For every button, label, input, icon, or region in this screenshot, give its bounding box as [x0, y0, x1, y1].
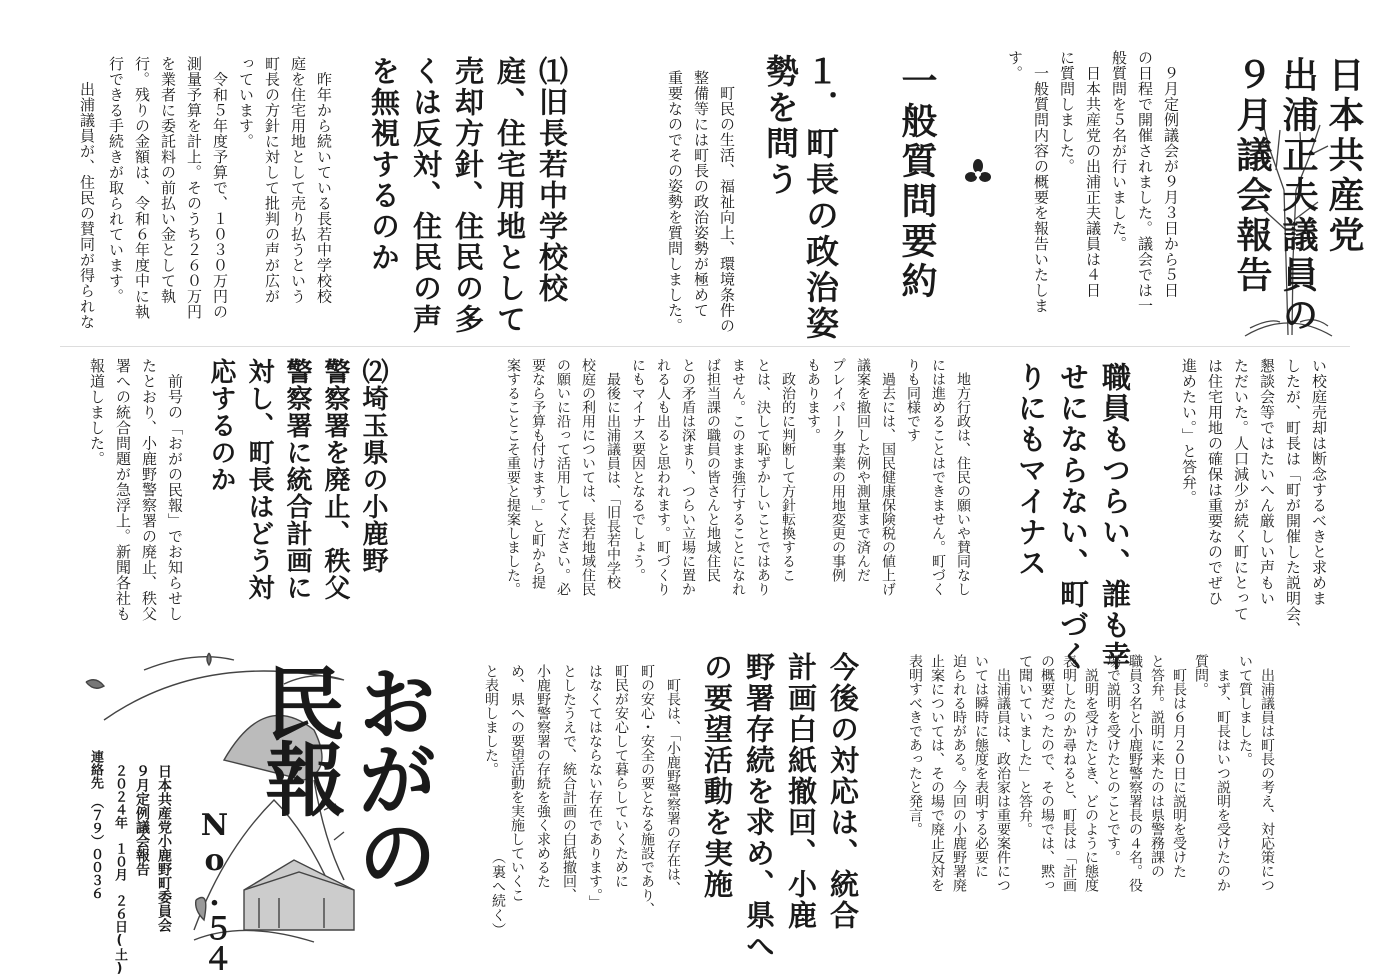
- section1-title: １．町長の政治姿 勢を問う: [761, 54, 840, 342]
- future-title: 今後の対応は、統合 計画白紙撤回、小鹿 野署存続を求め、県へ の要望活動を実施: [700, 652, 860, 962]
- future-body: 町長は、「小鹿野警察署の存在は、 町の安心・安全の要となる施設であり、 町民が安心して暮らしていくために はなくてはならない存在であります。」 としたうえで、統合計画の白紙撤回、 小鹿野警察署の存続を強く求めるた め、県への要望活動を実施していくこ と表明しました。: [483, 664, 681, 916]
- q1-body: 昨年から続いている長若中学校校 庭を住宅用地として売り払うという 町長の方針に対して批判の声が広が っています。 令和５年度予算で、１０３０万円の 測量予算を計上。そのうち２６０万円 を業者に委託料の前払い金として執 行。残りの金額は、令和６年度中に執 行できる手続きが取られています。: [107, 56, 333, 320]
- divider: [60, 346, 1350, 347]
- summary-title: 一般質問要約: [896, 62, 937, 302]
- q2-body: 前号の「おがの民報」でお知らせし たとおり、小鹿野警察署の廃止、秩父 署への統合問題が急浮上。新聞各社も 報道しました。: [88, 358, 184, 622]
- q1-body-continued: 出浦議員が、住民の賛同が得られな: [78, 66, 96, 330]
- contact-info: 連絡先 （７９）００３６: [88, 750, 103, 900]
- issue-date: ２０２４年 １０月 ２６日(土): [112, 764, 127, 976]
- right-column-text: い校庭売却は断念するべきと求めま したが、町長は「町が開催した説明会、 懇談会等ではたいへん厳しい声もい ただいた。人口減少が続く町にとって は住宅用地の確保は重要なのでぜひ 進めたい。」と答弁。: [1180, 358, 1328, 637]
- publisher-name: 日本共産党小鹿野町委員会: [156, 764, 172, 932]
- q2-title: ⑵埼玉県の小鹿野 警察署を廃止、秩父 警察署に統合計画に 対し、町長はどう対 応するのか: [206, 358, 388, 601]
- q1-title: ⑴旧長若中学校校 庭、住宅用地として 売却方針、住民の多 くは反対、住民の声 を無視するのか: [367, 56, 569, 335]
- section1-body: 町民の生活、福祉向上、環境条件の 整備等には町長の政治姿勢が極めて 重要なのでその姿勢を質問しました。: [666, 70, 736, 334]
- intro-text: ９月定例議会が９月３日から５日 の日程で開催されました。議会では一 般質問を５名が行いました。 日本共産党の出浦正夫議員は４日 に質問しました。 一般質問内容の概要を報告いたしま す。: [1006, 50, 1180, 314]
- masthead-title: おがの 民報: [252, 662, 437, 890]
- flower-ornament: [963, 158, 993, 188]
- issue-number: No.５４: [197, 808, 232, 973]
- right-column-text-2: 出浦議員は町長の考え、対応策につ いて質しました。 まず、町長はいつ説明を受けたのか 質問。 町長は６月２０日に説明を受けた と答弁。説明に来たのは県警務課の 職員３名と小鹿野警察署長の４名。役 場で説明を受けたとのことです。 説明を受けたとき、どのように態度 表明したのか尋ねると、町長は「計画 の概要だったので、その場では、黙っ て聞いていました」と答弁。 出浦議員は、政治家は重要案件につ いては瞬時に態度を表明する必要に 迫られる時がある。今回の小鹿野署廃 止案については、その場で廃止反対を 表明すべきであったと発言。: [907, 654, 1275, 892]
- staff-body: 地方行政は、住民の願いや賛同なし には進めることはできません。町づく りも同様です 過去には、国民健康保険税の値上げ 議案を撤回した例や測量まで済んだ プレイパーク事業の用地変更の事例 もあります。 政治的に判断して方針転換するこ とは、決して恥ずかしいことではあり ません。このまま強行することになれ ば担当課の職員の皆さんと地域住民 との矛盾は深まり、つらい立場に置か れる人も出ると思われます。町づくり にもマイナス要因となるでしょう。 最後に出浦議員は、「旧長若中学校 校庭の利用については、長若地域住民 の願いに沿って活用してください。必 要なら予算も付けます。」と町から提 案することこそ重要と提案しました。: [505, 358, 971, 596]
- staff-title: 職員もつらい、誰も幸 せにならない、町づく りにもマイナス: [1014, 362, 1132, 672]
- report-title: 日本共産党 出浦正夫議員の ９月議会報告: [1231, 56, 1364, 336]
- report-name: ９月定例議会報告: [134, 764, 150, 876]
- continued-note: （裏へ続く）: [490, 850, 506, 937]
